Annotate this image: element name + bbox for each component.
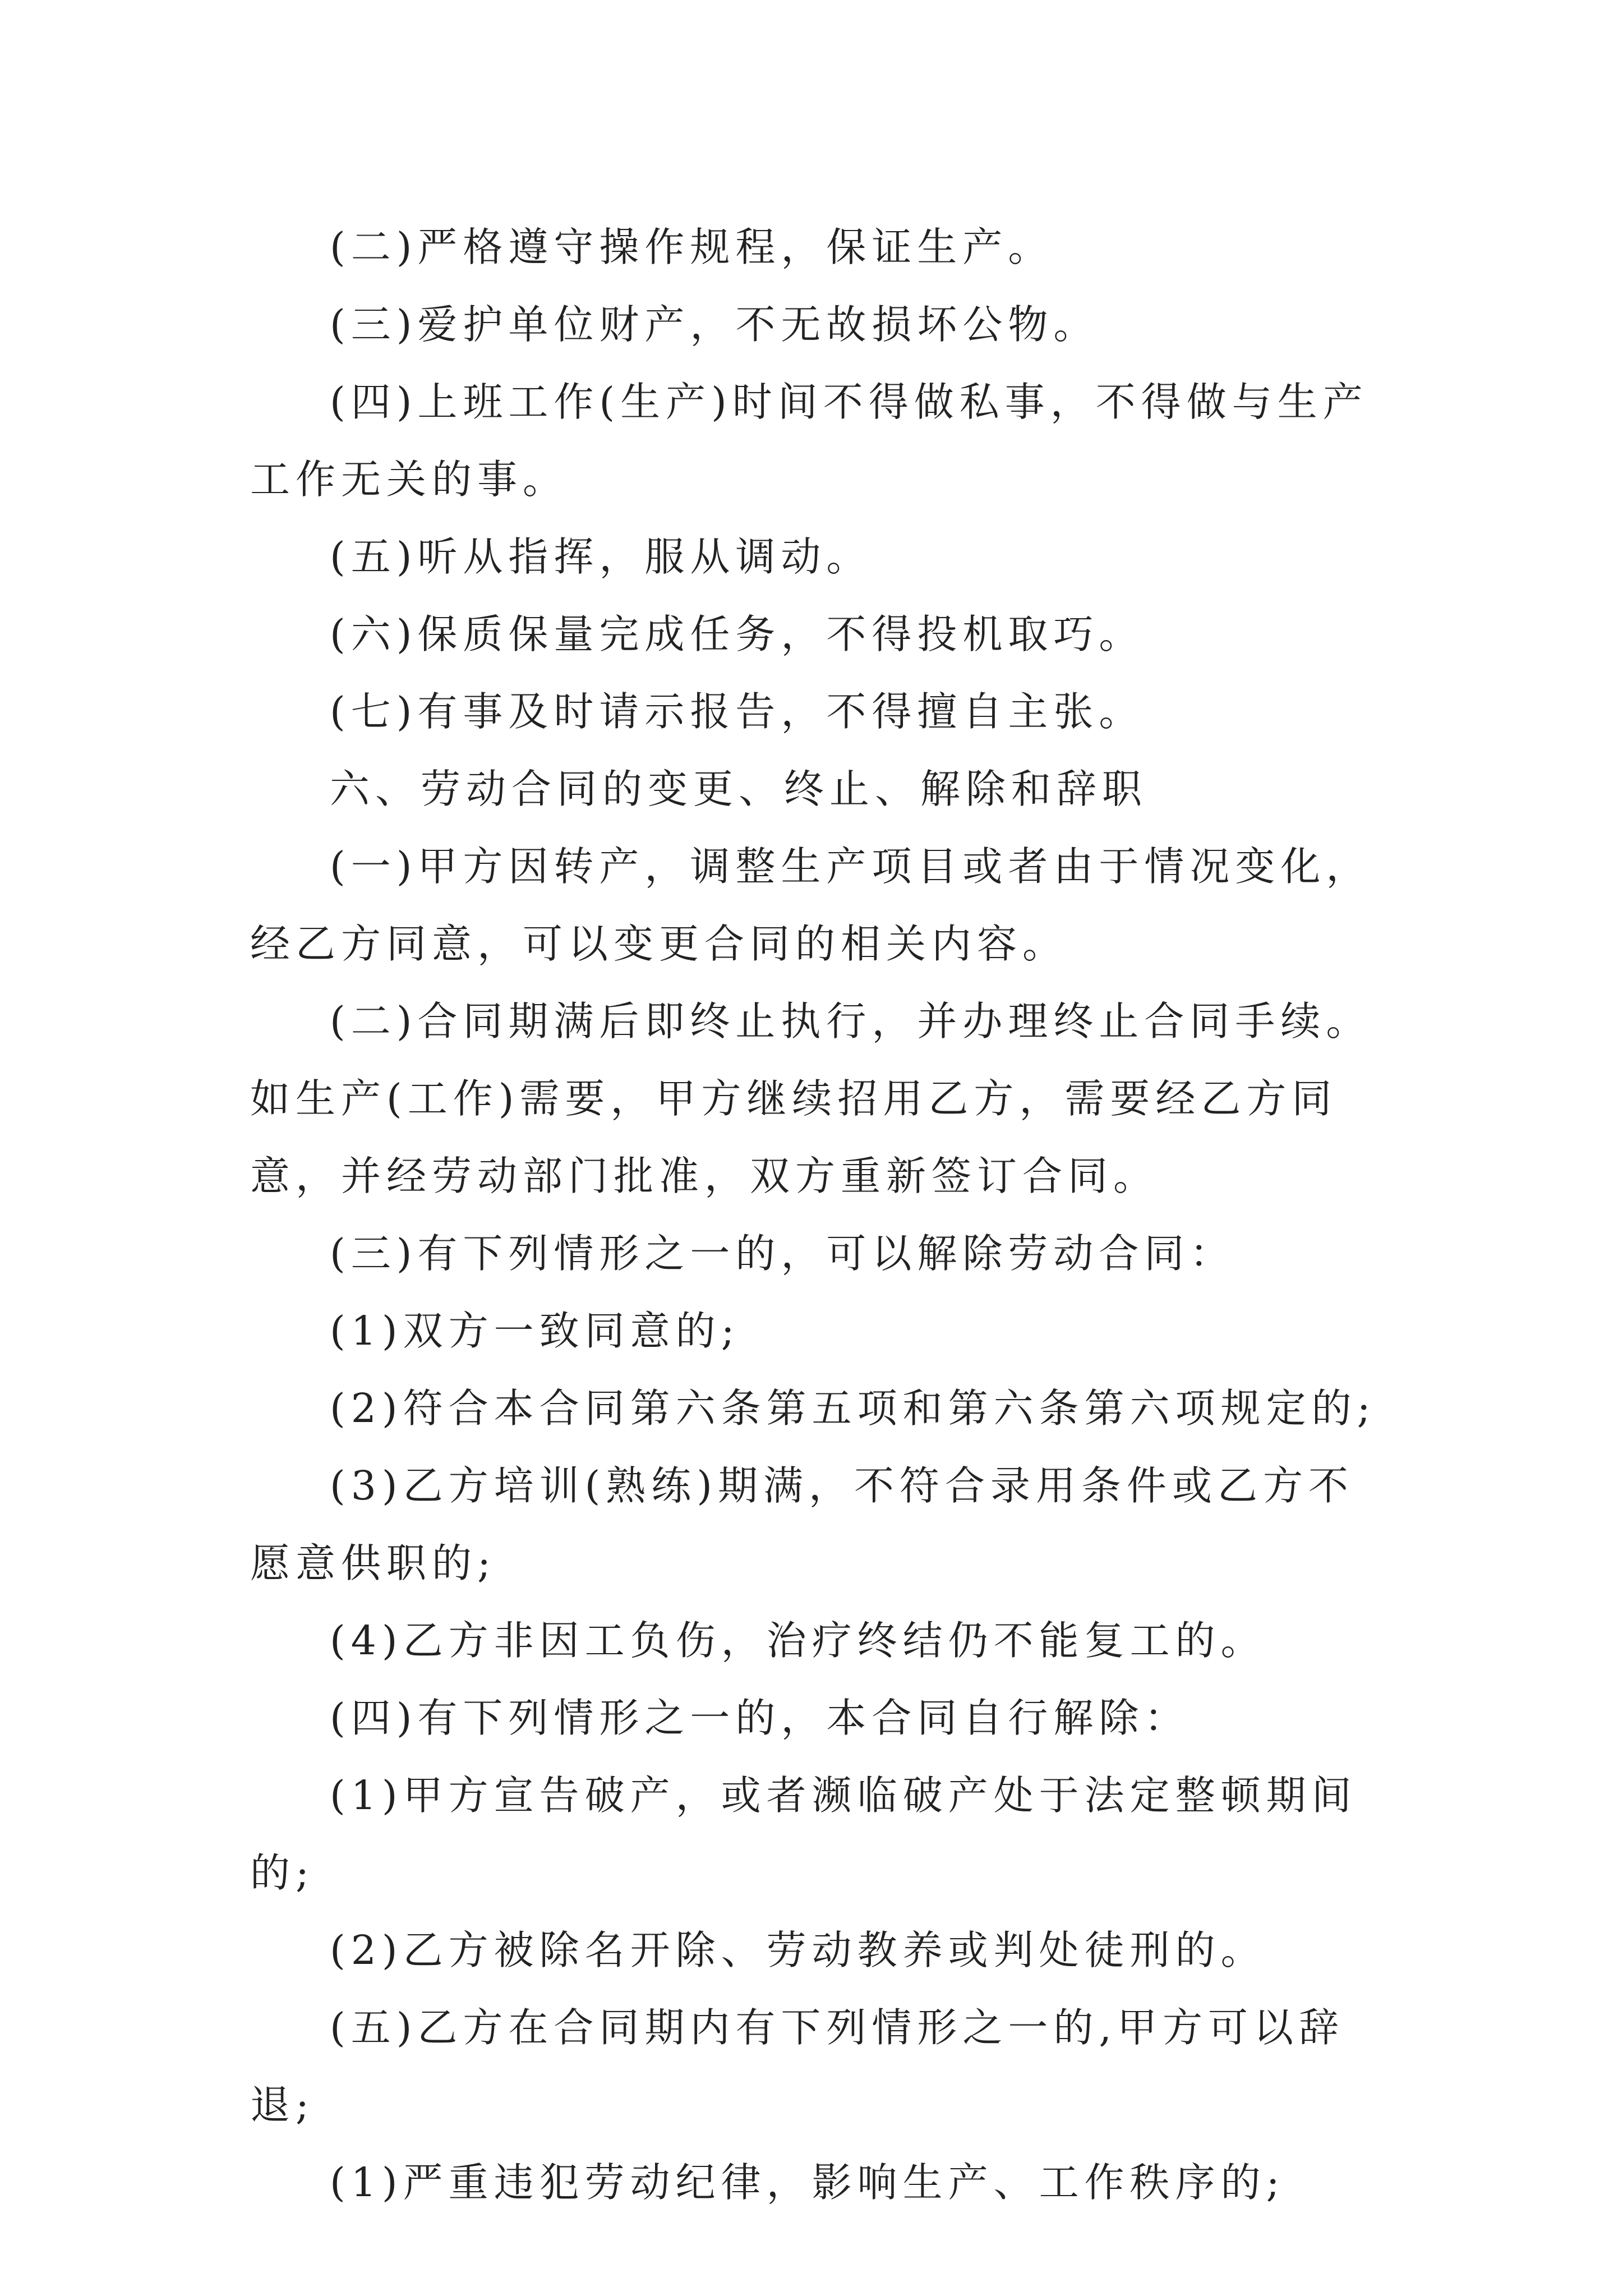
clause-6-3-item-3: (3)乙方培训(熟练)期满，不符合录用条件或乙方不愿意供职的;	[250, 1462, 1354, 1586]
clause-6-2: (二)合同期满后即终止执行，并办理终止合同手续。如生产(工作)需要，甲方继续招用乙方，需要经乙方同意，并经劳动部门批准，双方重新签订合同。	[250, 998, 1372, 1199]
clause-6-1: (一)甲方因转产，调整生产项目或者由于情况变化，经乙方同意，可以变更合同的相关内容。	[250, 843, 1372, 967]
paragraph-item-6: (六)保质保量完成任务，不得投机取巧。	[330, 611, 1145, 657]
document-body	[250, 209, 1392, 2221]
clause-6-5: (五)乙方在合同期内有下列情形之一的,甲方可以辞退;	[250, 2004, 1344, 2128]
paragraph-item-2: (二)严格遵守操作规程，保证生产。	[330, 224, 1054, 270]
paragraph-item-3: (三)爱护单位财产，不无故损坏公物。	[330, 301, 1099, 348]
section-heading-6: 六、劳动合同的变更、终止、解除和辞职	[330, 766, 1148, 812]
clause-6-5-item-1: (1)严重违犯劳动纪律，影响生产、工作秩序的;	[330, 2159, 1285, 2206]
clause-6-3-item-4: (4)乙方非因工负伤，治疗终结仍不能复工的。	[330, 1617, 1266, 1664]
clause-6-3-item-1: (1)双方一致同意的;	[330, 1308, 740, 1354]
paragraph-item-5: (五)听从指挥，服从调动。	[330, 533, 872, 580]
paragraph-item-4: (四)上班工作(生产)时间不得做私事，不得做与生产工作无关的事。	[250, 379, 1368, 503]
paragraph-item-7: (七)有事及时请示报告，不得擅自主张。	[330, 688, 1145, 735]
clause-6-4-item-1: (1)甲方宣告破产，或者濒临破产处于法定整顿期间的;	[250, 1772, 1357, 1896]
clause-6-4: (四)有下列情形之一的，本合同自行解除：	[330, 1695, 1190, 1741]
clause-6-4-item-2: (2)乙方被除名开除、劳动教养或判处徒刑的。	[330, 1927, 1266, 1973]
clause-6-3: (三)有下列情形之一的，可以解除劳动合同：	[330, 1230, 1235, 1277]
clause-6-3-item-2: (2)符合本合同第六条第五项和第六条第六项规定的;	[330, 1385, 1376, 1432]
